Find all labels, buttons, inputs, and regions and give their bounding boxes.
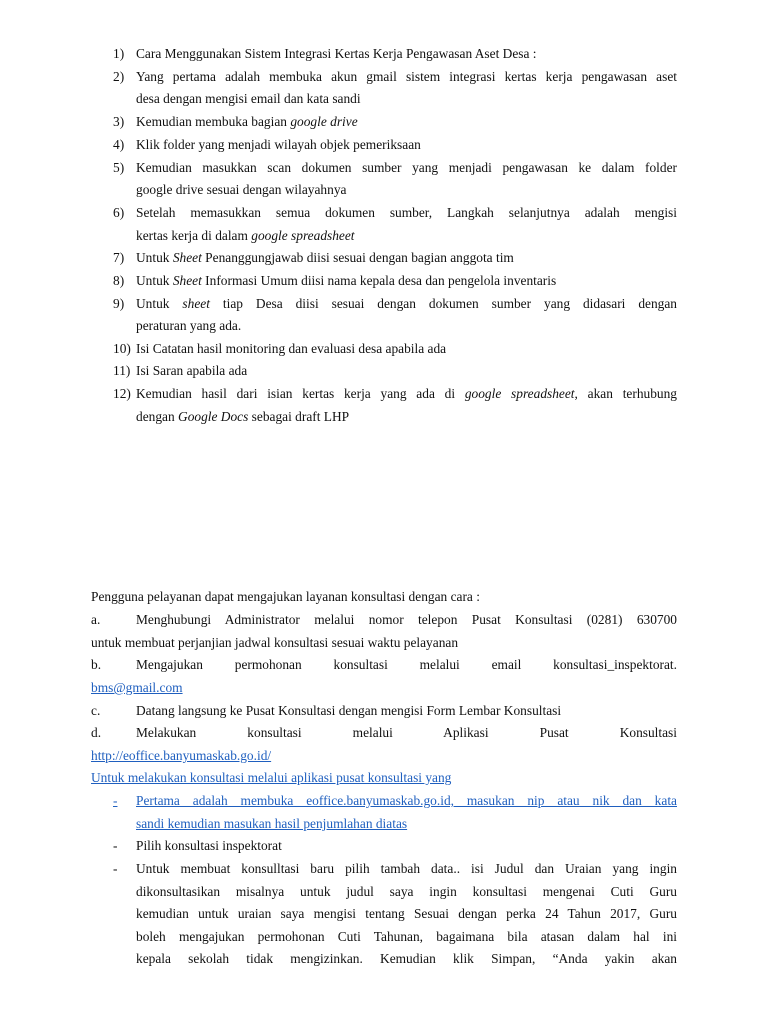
step-text-part: tiap Desa diisi sesuai dengan dokumen sumber yang didasari dengan [209,296,677,311]
step-text-part: Informasi Umum diisi nama kepala desa dan pengelola inventaris [201,273,557,288]
step-number: 8) [113,273,125,288]
bullet-text: Pilih konsultasi inspektorat [136,838,282,853]
step-text: Yang pertama adalah membuka akun gmail sistem integrasi kertas kerja pengawasan aset [136,69,677,84]
email-link[interactable]: bms@gmail.com [91,680,183,695]
step-text-part: kertas kerja di dalam [136,228,252,243]
list-item-text: Melakukan konsultasi melalui Aplikasi Pusat Konsultasi [136,725,677,740]
step-text-part: sebagai draft LHP [248,409,350,424]
step-text-emphasis: google drive [290,114,358,129]
step-text [136,273,556,289]
step-text [136,228,355,244]
step-text-emphasis: sheet [182,296,210,311]
step-text [136,409,349,425]
step-text-part: Kemudian membuka bagian [136,114,291,129]
step-number: 5) [113,160,125,175]
step-text: Kemudian masukkan scan dokumen sumber yang menjadi pengawasan ke dalam folder [136,160,677,175]
list-item-text: untuk membuat perjanjian jadwal konsultasi sesuai waktu pelayanan [91,635,459,650]
step-text [136,250,514,266]
step-text-emphasis: google spreadsheet [251,228,355,243]
step-text [136,386,677,402]
step-number: 3) [113,114,125,129]
step-text-part: Untuk [136,296,183,311]
list-item-text: Datang langsung ke Pusat Konsultasi dengan mengisi Form Lembar Konsultasi [136,703,562,718]
eoffice-link[interactable]: http://eoffice.banyumaskab.go.id/ [91,748,272,763]
step-number: 11) [113,363,131,378]
step-text-part: , akan terhubung [574,386,677,401]
bullet-text-link[interactable]: Pertama adalah membuka eoffice.banyumaskab.go.id, masukan nip atau nik dan kata [136,793,677,808]
step-text-part: Penanggungjawab diisi sesuai dengan bagian anggota tim [201,250,514,265]
step-text: desa dengan mengisi email dan kata sandi [136,91,361,106]
step-text-part: Untuk [136,250,173,265]
step-number: 6) [113,205,125,220]
step-text: peraturan yang ada. [136,318,242,333]
step-text-part: dengan [136,409,179,424]
app-heading-link[interactable]: Untuk melakukan konsultasi melalui aplikasi pusat konsultasi yang [91,770,452,785]
step-text: Setelah memasukkan semua dokumen sumber, Langkah selanjutnya adalah mengisi [136,205,677,220]
step-text: Cara Menggunakan Sistem Integrasi Kertas Kerja Pengawasan Aset Desa : [136,46,537,61]
step-text: Klik folder yang menjadi wilayah objek pemeriksaan [136,137,421,152]
list-label: b. [91,657,102,672]
step-text: google drive sesuai dengan wilayahnya [136,182,347,197]
step-text-emphasis: Sheet [172,250,202,265]
bullet-text: Untuk membuat konsulltasi baru pilih tambah data.. isi Judul dan Uraian yang ingin [136,861,677,876]
step-number: 4) [113,137,125,152]
bullet-text: boleh mengajukan permohonan Cuti Tahunan, bagaimana bila atasan dalam hal ini [136,929,677,944]
list-item-text: Mengajukan permohonan konsultasi melalui email konsultasi_inspektorat. [136,657,677,672]
list-label: d. [91,725,102,740]
step-number: 10) [113,341,131,356]
section-intro: Pengguna pelayanan dapat mengajukan layanan konsultasi dengan cara : [91,589,480,604]
step-text-part: Untuk [136,273,173,288]
step-text: Isi Saran apabila ada [136,363,248,378]
bullet-dash: - [113,838,118,853]
list-label: c. [91,703,101,718]
step-text-emphasis: Google Docs [178,409,249,424]
bullet-dash: - [113,861,118,876]
step-number: 7) [113,250,125,265]
step-text-part: Kemudian hasil dari isian kertas kerja yang ada di [136,386,465,401]
bullet-text: kepala sekolah tidak mengizinkan. Kemudian klik Simpan, “Anda yakin akan [136,951,677,966]
step-text [136,114,358,130]
step-number: 12) [113,386,131,401]
bullet-text-link[interactable]: sandi kemudian masukan hasil penjumlahan diatas [136,816,408,831]
list-item-text: Menghubungi Administrator melalui nomor telepon Pusat Konsultasi (0281) 630700 [136,612,677,627]
step-text [136,296,677,312]
step-text: Isi Catatan hasil monitoring dan evaluasi desa apabila ada [136,341,447,356]
step-text-emphasis: google spreadsheet [464,386,575,401]
step-text-emphasis: Sheet [172,273,202,288]
list-label: a. [91,612,101,627]
step-number: 1) [113,46,125,61]
bullet-dash: - [113,793,118,808]
bullet-text: dikonsultasikan misalnya untuk judul saya ingin konsultasi mengenai Cuti Guru [136,884,677,899]
bullet-text: kemudian untuk uraian saya mengisi tentang Sesuai dengan perka 24 Tahun 2017, Guru [136,906,677,921]
step-number: 9) [113,296,125,311]
step-number: 2) [113,69,125,84]
